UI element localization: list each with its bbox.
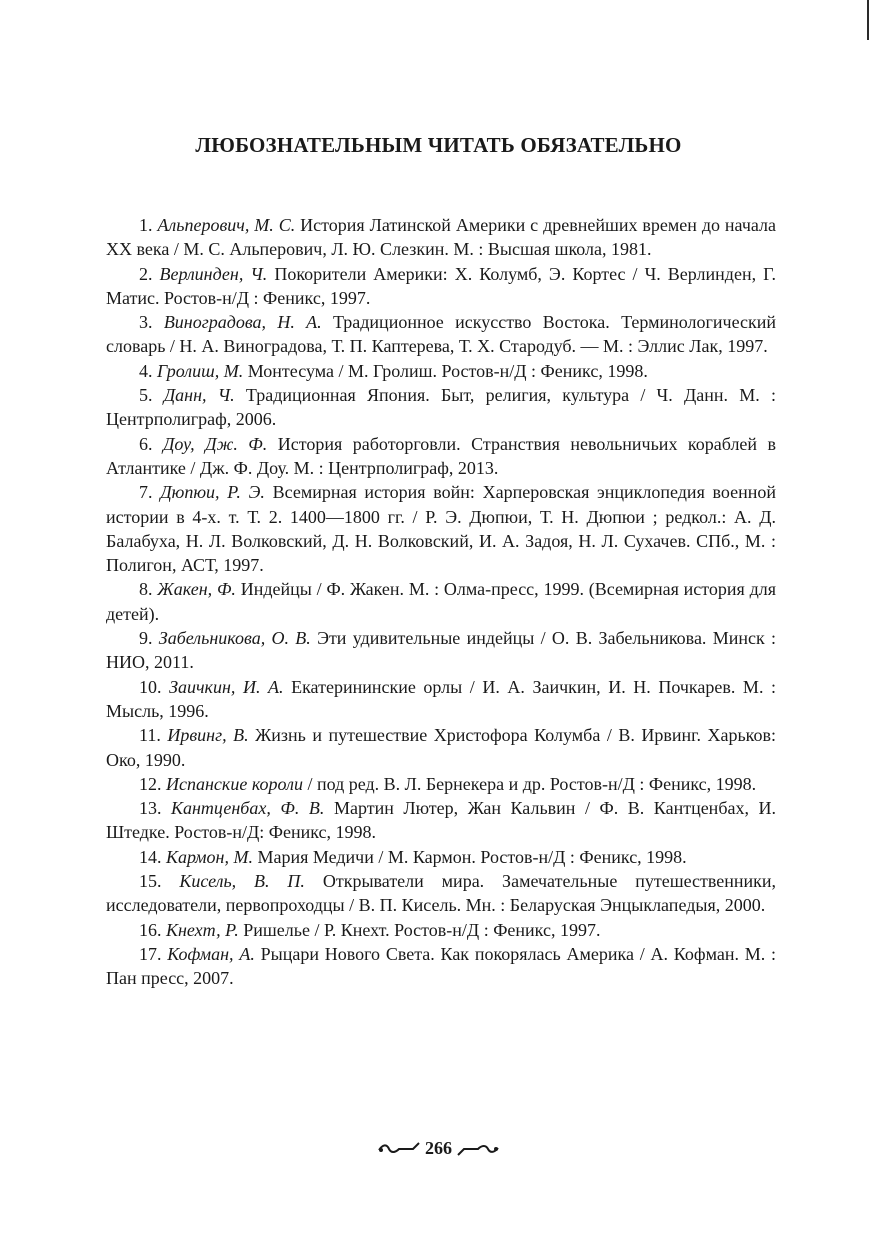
- reference-author: Заичкин, И. А.: [169, 676, 284, 697]
- reference-author: Испанские короли: [166, 773, 303, 794]
- reference-number: 6.: [139, 433, 153, 454]
- reference-author: Забельникова, О. В.: [158, 628, 311, 649]
- reference-text: Рыцари Нового Света. Как покорялась Америка / А. Кофман. М. : Пан пресс, 2007.: [106, 943, 777, 989]
- reference-author: Кофман, А.: [167, 943, 255, 964]
- reference-number: 3.: [139, 312, 153, 333]
- reference-item: [106, 869, 776, 918]
- flourish-right-icon: [456, 1141, 500, 1157]
- reference-author: Кисель, В. П.: [179, 871, 305, 892]
- reference-text: Традиционная Япония. Быт, религия, культура / Ч. Данн. М. : Центрполиграф, 2006.: [106, 385, 776, 430]
- reference-author: Ирвинг, В.: [167, 725, 249, 746]
- page-footer: [0, 1138, 877, 1159]
- reference-item: [106, 262, 776, 311]
- reference-number: 5.: [139, 385, 153, 406]
- reference-item: [106, 310, 776, 359]
- reference-author: Кантценбах, Ф. В.: [171, 798, 325, 819]
- reference-text: Мартин Лютер, Жан Кальвин / Ф. В. Кантценбах, И. Штедке. Ростов-н/Д: Феникс, 1998.: [106, 798, 777, 843]
- reference-author: Дюпюи, Р. Э.: [160, 482, 265, 503]
- reference-number: 2.: [139, 263, 153, 284]
- reference-text: Мария Медичи / М. Кармон. Ростов-н/Д : Феникс, 1998.: [257, 846, 687, 867]
- reference-item: [106, 942, 776, 991]
- reference-text: История Латинской Америки с древнейших времен до начала XX века / М. С. Альперович, Л. Ю. Слезкин. М. : Высшая школа, 1981.: [106, 215, 777, 260]
- reference-item: [106, 796, 776, 845]
- reference-item: [106, 383, 776, 432]
- reference-number: 4.: [139, 360, 153, 381]
- reference-text: Всемирная история войн: Харперовская энциклопедия военной истории в 4-х. т. Т. 2. 1400—1800 гг. / Р. Э. Дюпюи, Т. Н. Дюпюи ; редкол.: А. Д. Балабуха, Н. Л. Волковский, Д. Н. Волковский, И. А. Задоя, Н. Л. Сухачев. СПб., М. : Полигон, АСТ, 1997.: [106, 482, 777, 576]
- reference-number: 10.: [139, 676, 162, 697]
- reference-text: Индейцы / Ф. Жакен. М. : Олма-пресс, 1999. (Всемирная история для детей).: [106, 579, 777, 624]
- reference-item: [106, 675, 776, 724]
- reference-item: [106, 213, 776, 262]
- reference-number: 16.: [139, 919, 162, 940]
- reference-number: 9.: [139, 628, 153, 649]
- reference-text: Открыватели мира. Замечательные путешественники, исследователи, первопроходцы / В. П. Кисель. Мн. : Беларуская Энцыклапедыя, 2000.: [106, 871, 777, 916]
- reference-text: История работорговли. Странствия невольничьих кораблей в Атлантике / Дж. Ф. Доу. М. : Центрполиграф, 2013.: [106, 433, 777, 478]
- reference-author: Кнехт, Р.: [166, 919, 239, 940]
- reference-item: [106, 845, 776, 869]
- reference-text: Монтесума / М. Гролиш. Ростов-н/Д : Феникс, 1998.: [247, 360, 648, 381]
- page-number: 266: [425, 1138, 452, 1158]
- reference-author: Данн, Ч.: [163, 385, 235, 406]
- reference-text: Покорители Америки: Х. Колумб, Э. Кортес / Ч. Верлинден, Г. Матис. Ростов-н/Д : Феникс, 1997.: [106, 263, 776, 308]
- reference-text: Эти удивительные индейцы / О. В. Забельникова. Минск : НИО, 2011.: [106, 628, 777, 673]
- section-title: ЛЮБОЗНАТЕЛЬНЫМ ЧИТАТЬ ОБЯЗАТЕЛЬНО: [195, 133, 682, 157]
- reference-number: 14.: [139, 846, 162, 867]
- reference-author: Жакен, Ф.: [157, 579, 236, 600]
- reference-item: [106, 577, 776, 626]
- reference-number: 12.: [139, 773, 162, 794]
- reference-number: 15.: [139, 871, 162, 892]
- reference-author: Виноградова, Н. А.: [163, 312, 322, 333]
- reference-item: [106, 772, 776, 796]
- reference-author: Верлинден, Ч.: [159, 263, 268, 284]
- reference-number: 13.: [139, 798, 162, 819]
- reference-item: [106, 480, 776, 577]
- reference-text: Екатерининские орлы / И. А. Заичкин, И. Н. Почкарев. М. : Мысль, 1996.: [106, 676, 777, 721]
- page-edge-mark: [867, 0, 869, 40]
- flourish-left-icon: [377, 1141, 421, 1157]
- reference-number: 7.: [139, 482, 153, 503]
- reference-item: [106, 432, 776, 481]
- reference-author: Кармон, М.: [166, 846, 253, 867]
- reference-author: Альперович, М. С.: [157, 215, 296, 235]
- reference-number: 17.: [139, 943, 162, 964]
- reference-item: [106, 626, 776, 675]
- reference-list: [106, 213, 776, 991]
- reference-author: Доу, Дж. Ф.: [162, 433, 268, 454]
- reference-number: 11.: [139, 725, 161, 746]
- reference-item: [106, 918, 776, 942]
- reference-text: / под ред. В. Л. Бернекера и др. Ростов-н/Д : Феникс, 1998.: [307, 773, 757, 794]
- reference-text: Традиционное искусство Востока. Терминологический словарь / Н. А. Виноградова, Т. П. Каптерева, Т. Х. Стародуб. — М. : Эллис Лак, 1997.: [106, 312, 777, 357]
- reference-item: [106, 359, 776, 383]
- reference-number: 8.: [139, 579, 153, 600]
- reference-text: Ришелье / Р. Кнехт. Ростов-н/Д : Феникс, 1997.: [243, 919, 601, 940]
- reference-number: 1.: [139, 215, 153, 235]
- reference-text: Жизнь и путешествие Христофора Колумба / В. Ирвинг. Харьков: Око, 1990.: [106, 725, 777, 770]
- reference-author: Гролиш, М.: [157, 360, 244, 381]
- reference-item: [106, 723, 776, 772]
